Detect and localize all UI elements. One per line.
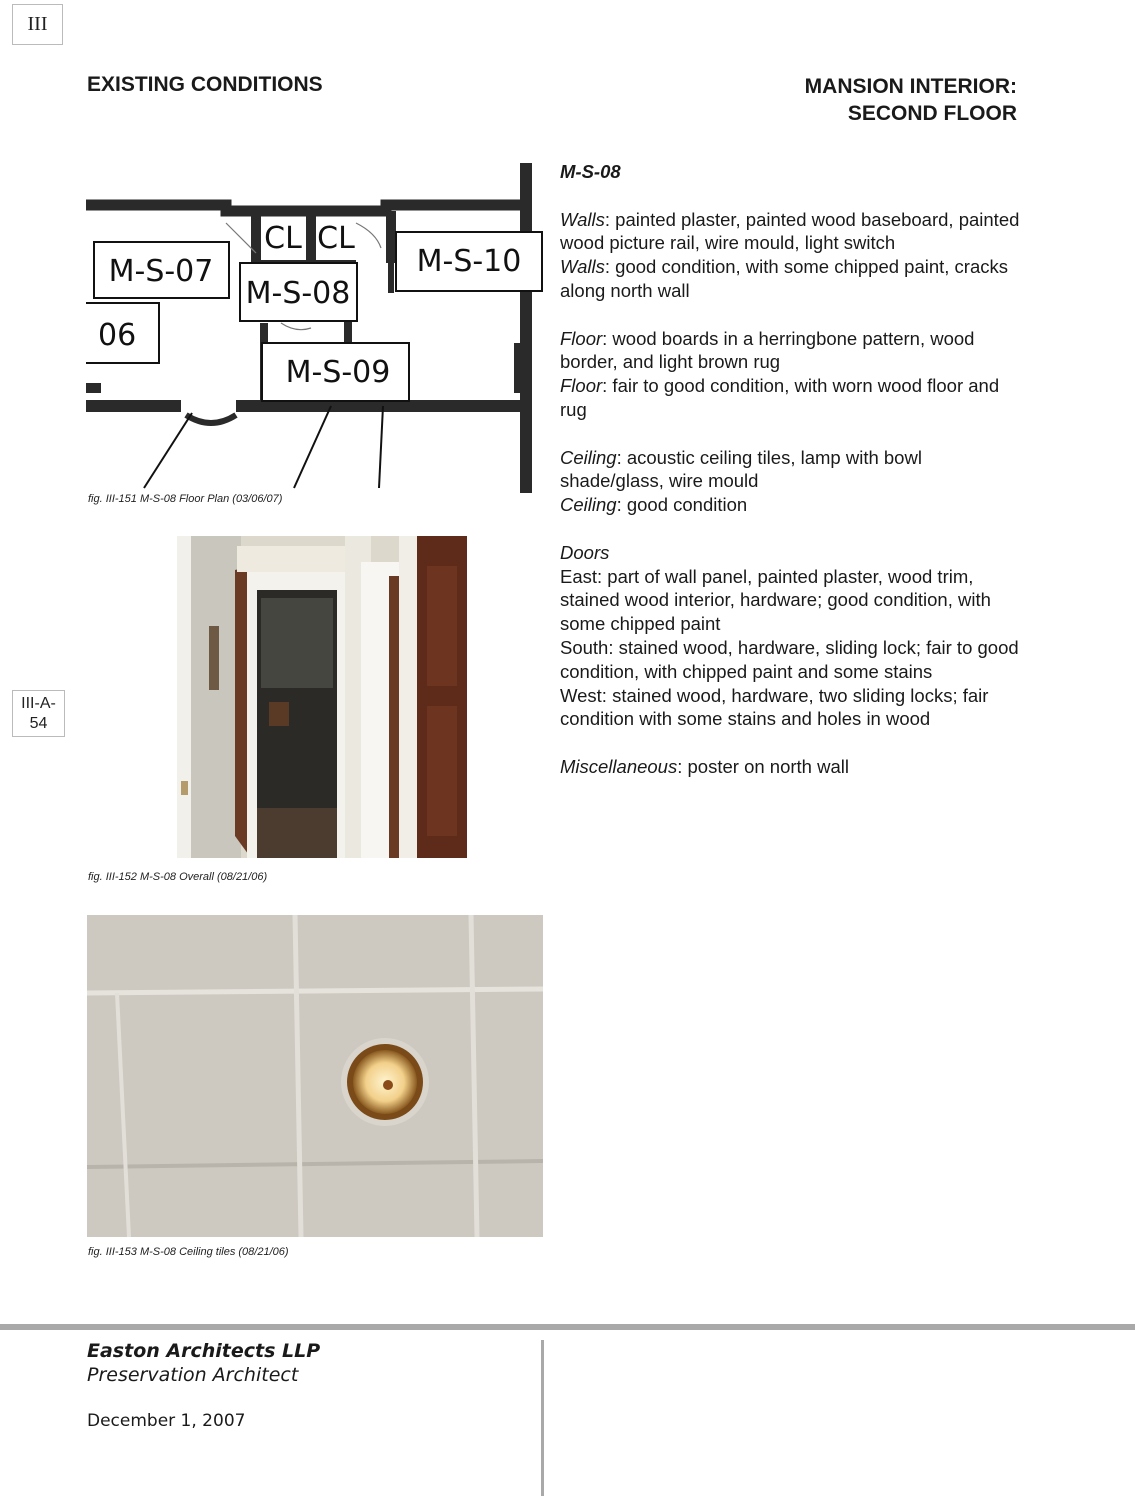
room-description [560,160,1030,779]
walls-materials-text: : painted plaster, painted wood baseboard, painted wood picture rail, wire mould, light switch [560,208,1020,254]
walls-materials [560,208,1030,256]
header-location-line2: SECOND FLOOR [847,102,1017,125]
walls-label: Walls [560,208,605,230]
floor-label-2: Floor [560,375,603,397]
floor-plan-caption: fig. III-151 M-S-08 Floor Plan (03/06/07) [88,493,283,505]
ceiling-photo-drawing [87,915,543,1237]
doors-east: East: part of wall panel, painted plaster, wood trim, stained wood interior, hardware; good condition, with some chipped paint [560,565,991,635]
overall-photo [177,536,467,858]
walls-condition [560,255,1030,303]
ceiling-condition-text: : good condition [616,494,748,516]
header-existing-conditions: EXISTING CONDITIONS [87,73,323,96]
room-label-ms06: 06 [98,318,137,353]
closet-label-2: CL [317,221,355,256]
page-number-text: III-A- 54 [21,695,56,732]
overall-photo-caption: fig. III-152 M-S-08 Overall (08/21/06) [88,871,268,883]
doors-heading: Doors [560,541,610,563]
walls-label-2: Walls [560,256,605,278]
ceiling-label-2: Ceiling [560,494,617,516]
room-label-ms07: M-S-07 [108,254,214,289]
room-label-ms10: M-S-10 [416,244,522,279]
ceiling-photo [87,915,543,1237]
closet-label-1: CL [264,221,302,256]
floor-plan-figure [86,163,546,493]
floor-label: Floor [560,327,603,349]
ceiling-photo-caption: fig. III-153 M-S-08 Ceiling tiles (08/21/06) [88,1246,289,1258]
footer-firm-name: Easton Architects LLP [87,1340,321,1362]
floor-plan-drawing [86,163,546,493]
section-tab: III [12,4,63,45]
walls-condition-text: : good condition, with some chipped paint, cracks along north wall [560,256,1009,301]
ceiling-label: Ceiling [560,446,617,468]
ceiling-materials-text: : acoustic ceiling tiles, lamp with bowl shade/glass, wire mould [560,446,922,492]
footer-date: December 1, 2007 [87,1411,246,1431]
doors-west: West: stained wood, hardware, two sliding locks; fair condition with some stains and holes in wood [560,684,989,730]
floor-condition-text: : fair to good condition, with worn wood floor and rug [560,375,1000,420]
floor-materials [560,327,1030,375]
page-number-tab [12,690,65,737]
footer-vertical-divider [541,1340,544,1496]
room-label-ms09: M-S-09 [285,355,391,390]
header-location-line1: MANSION INTERIOR: [804,75,1017,98]
miscellaneous [560,755,1030,779]
header-location [805,73,1017,127]
footer-divider [0,1324,1135,1330]
misc-text: : poster on north wall [677,755,849,777]
doors-south: South: stained wood, hardware, sliding lock; fair to good condition, with chipped paint and some stains [560,636,1019,682]
ceiling-condition [560,493,1030,517]
room-label-ms08: M-S-08 [245,276,351,311]
overall-photo-drawing [177,536,467,858]
ceiling-materials [560,446,1030,494]
misc-label: Miscellaneous [560,755,678,777]
footer-firm-role: Preservation Architect [87,1364,299,1386]
floor-materials-text: : wood boards in a herringbone pattern, wood border, and light brown rug [560,327,975,373]
room-id: M-S-08 [560,161,621,182]
floor-condition [560,374,1030,422]
